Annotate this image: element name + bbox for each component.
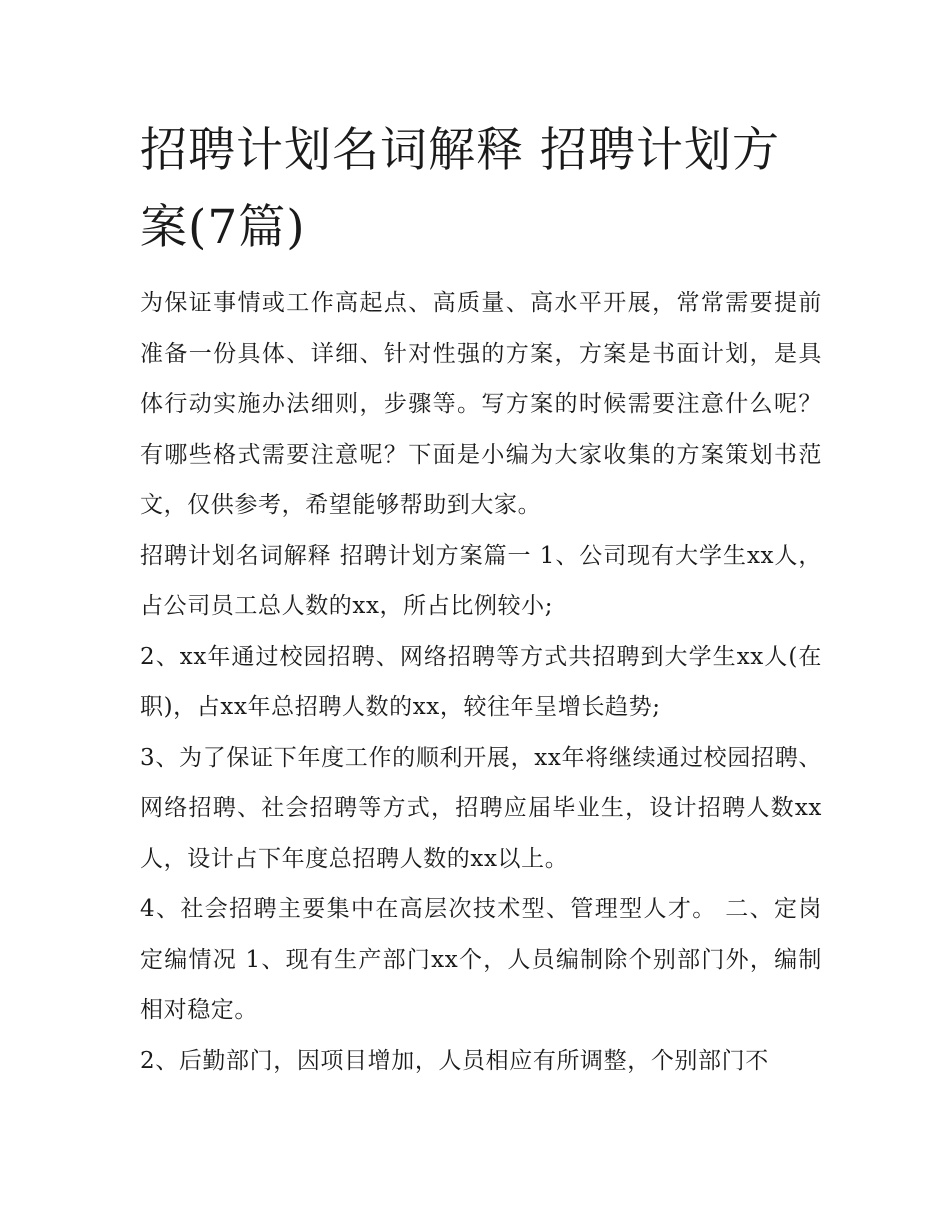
- paragraph-intro: 为保证事情或工作高起点、高质量、高水平开展，常常需要提前准备一份具体、详细、针对性强的方案，方案是书面计划，是具体行动实施办法细则，步骤等。写方案的时候需要注意什么呢？有哪些格式需要注意呢？下面是小编为大家收集的方案策划书范文，仅供参考，希望能够帮助到大家。: [140, 290, 822, 518]
- document-body: [140, 278, 822, 1086]
- paragraph-item-0: 招聘计划名词解释 招聘计划方案篇一 1、公司现有大学生xx人，占公司员工总人数的xx，所占比例较小;: [140, 542, 822, 619]
- paragraph-item-5: 2、后勤部门，因项目增加，人员相应有所调整，个别部门不: [140, 1047, 769, 1074]
- paragraph-item-4: 4、社会招聘主要集中在高层次技术型、管理型人才。 二、定岗定编情况 1、现有生产部门xx个，人员编制除个别部门外，编制相对稳定。: [140, 896, 822, 1023]
- document-title: 招聘计划名词解释 招聘计划方案(7篇): [140, 123, 780, 255]
- paragraph-item-2: 2、xx年通过校园招聘、网络招聘等方式共招聘到大学生xx人(在职)，占xx年总招聘人数的xx，较往年呈增长趋势;: [140, 643, 822, 720]
- paragraph-item-3: 3、为了保证下年度工作的顺利开展，xx年将继续通过校园招聘、网络招聘、社会招聘等方式，招聘应届毕业生，设计招聘人数xx人，设计占下年度总招聘人数的xx以上。: [140, 744, 822, 872]
